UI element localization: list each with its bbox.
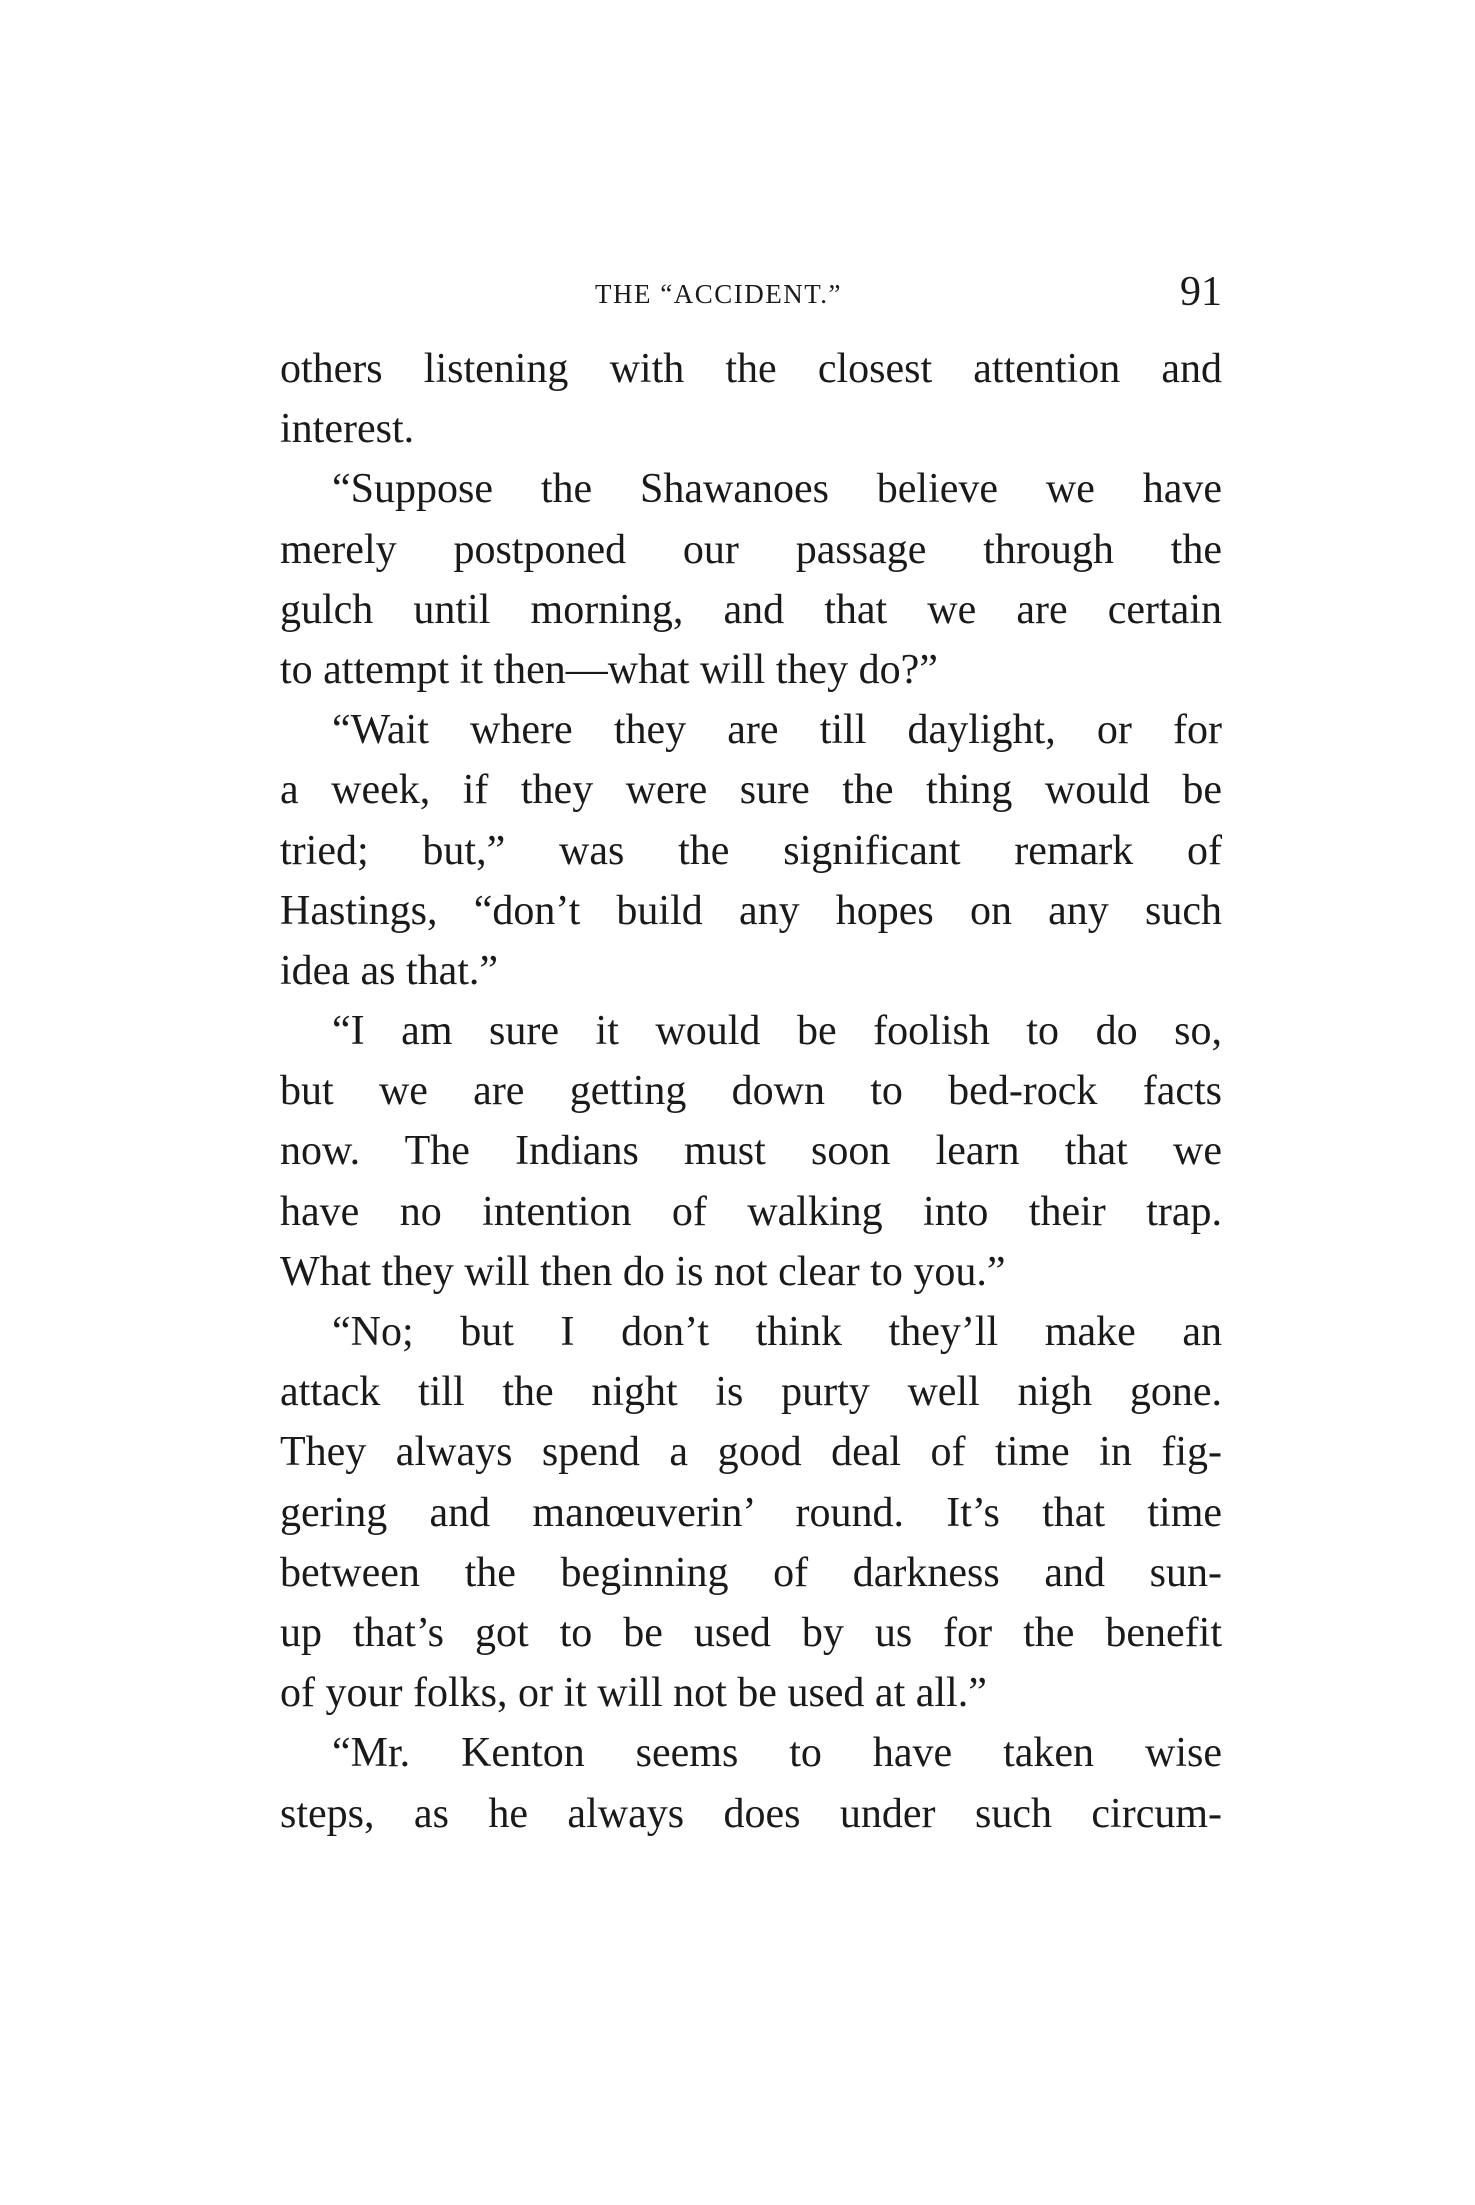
text-line: others listening with the closest attention and xyxy=(280,346,1222,392)
text-line: idea as that.” xyxy=(280,947,499,994)
page-number: 91 xyxy=(1180,269,1222,315)
text-line: but we are getting down to bed-rock facts xyxy=(280,1068,1222,1115)
text-line: up that’s got to be used by us for the benefit xyxy=(280,1609,1222,1656)
page-header xyxy=(280,269,1222,316)
text-line: to attempt it then—what will they do?” xyxy=(280,646,938,693)
text-line: Hastings, “don’t build any hopes on any such xyxy=(280,887,1222,934)
text-line: gering and manœuverin’ round. It’s that time xyxy=(280,1489,1222,1536)
text-line: What they will then do is not clear to you.” xyxy=(280,1248,1006,1295)
text-line: tried; but,” was the significant remark of xyxy=(280,827,1222,874)
text-line: a week, if they were sure the thing would be xyxy=(280,767,1222,814)
text-line: now. The Indians must soon learn that we xyxy=(280,1128,1222,1175)
text-line: gulch until morning, and that we are certain xyxy=(280,586,1222,633)
text-line: of your folks, or it will not be used at all.” xyxy=(280,1670,987,1717)
text-line: They always spend a good deal of time in fig- xyxy=(280,1429,1222,1476)
text-line: steps, as he always does under such circum- xyxy=(280,1790,1222,1837)
text-line: “I am sure it would be foolish to do so, xyxy=(332,1008,1222,1055)
text-line: “Suppose the Shawanoes believe we have xyxy=(332,466,1222,513)
body-text xyxy=(280,340,1222,1845)
text-line: “Mr. Kenton seems to have taken wise xyxy=(332,1730,1222,1777)
running-title: THE “ACCIDENT.” xyxy=(595,279,842,309)
text-line: attack till the night is purty well nigh gone. xyxy=(280,1369,1222,1416)
text-line: have no intention of walking into their trap. xyxy=(280,1188,1222,1235)
text-line: merely postponed our passage through the xyxy=(280,526,1222,573)
text-line: “Wait where they are till daylight, or for xyxy=(332,707,1222,754)
text-line: interest. xyxy=(280,406,415,453)
text-line: “No; but I don’t think they’ll make an xyxy=(332,1309,1222,1355)
text-line: between the beginning of darkness and sun- xyxy=(280,1549,1222,1596)
